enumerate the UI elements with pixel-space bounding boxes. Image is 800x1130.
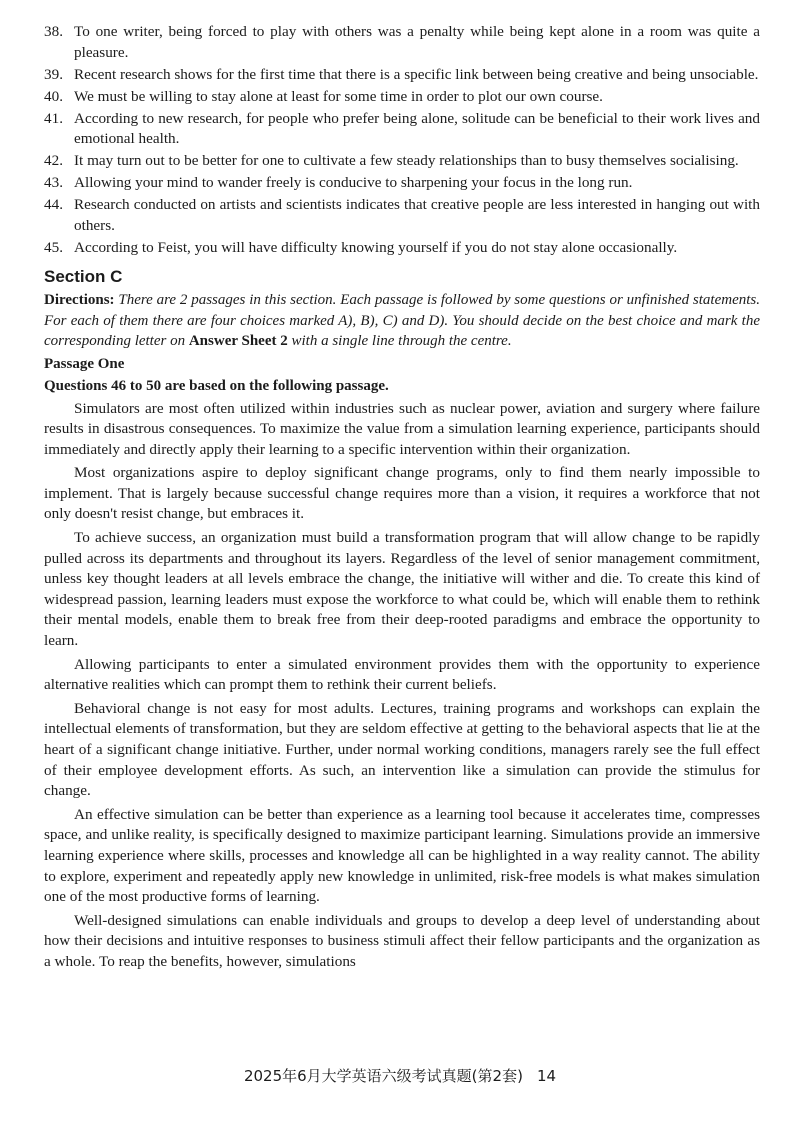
question-item [44, 65, 760, 86]
question-text: It may turn out to be better for one to cultivate a few steady relationships than to busy themselves socialising. [74, 152, 739, 169]
question-item [44, 22, 760, 63]
question-text: Recent research shows for the first time that there is a specific link between being creative and being unsociable. [74, 65, 759, 83]
passage-title: Passage One [44, 355, 125, 372]
question-text: To one writer, being forced to play with others was a penalty while being kept alone in a room was quite a pleasure. [74, 23, 760, 61]
passage-paragraph: Well-designed simulations can enable individuals and groups to develop a deep level of understanding about how their decisions and intuitive responses to business stimuli affect their fellow participants and the organization as a whole. To reap the benefits, however, simulations [44, 911, 760, 970]
question-text: According to new research, for people who prefer being alone, solitude can be beneficial to their work lives and emotional health. [74, 109, 760, 147]
question-list [44, 22, 760, 258]
question-text: Allowing your mind to wander freely is conducive to sharpening your focus in the long run. [74, 174, 633, 191]
directions-label: Directions: [44, 292, 115, 308]
question-number: 39. [44, 65, 63, 83]
page-footer [0, 1065, 800, 1086]
page-number: 14 [536, 1067, 557, 1085]
question-text: Research conducted on artists and scientists indicates that creative people are less interested in hanging out with others. [74, 196, 760, 234]
question-item [44, 109, 760, 150]
question-number: 41. [44, 109, 63, 127]
passage-paragraph: Most organizations aspire to deploy significant change programs, only to find them nearly impossible to implement. That is largely because successful change requires more than a vision, it requires a workforce that not only doesn't resist change, but embraces it. [44, 464, 760, 523]
passage-intro: Questions 46 to 50 are based on the following passage. [44, 377, 389, 394]
passage-paragraph: Behavioral change is not easy for most adults. Lectures, training programs and workshops can explain the intellectual elements of transformation, but they are seldom effective at getting to the behavioral aspects that lie at the heart of a significant change initiative. Further, under normal working conditions, managers rarely see the full effect of their employee development efforts. As such, an intervention like a simulation can provide the stimulus for change. [44, 699, 760, 800]
footer-title: 2025年6月大学英语六级考试真题(第2套) [243, 1067, 523, 1085]
question-item [44, 87, 760, 108]
answer-sheet-label: Answer Sheet 2 [188, 333, 288, 349]
passage-paragraph: Simulators are most often utilized within industries such as nuclear power, aviation and surgery where failure results in disastrous consequences. To maximize the value from a simulation learning experience, participants should immediately and directly apply their learning to a specific intervention within their organization. [44, 399, 760, 458]
directions-end: with a single line through the centre. [287, 333, 512, 349]
directions [44, 290, 760, 352]
question-number: 42. [44, 152, 63, 169]
section-title: Section C [44, 267, 123, 286]
directions-text: There are 2 passages in this section. Each passage is followed by some questions or unfinished statements. For each of them there are four choices marked A), B), C) and D). You should decide on the best choice and mark the corresponding letter on [44, 292, 760, 349]
passage-body [44, 399, 760, 973]
question-number: 40. [44, 87, 63, 105]
passage-paragraph: Allowing participants to enter a simulated environment provides them with the opportunity to experience alternative realities which can prompt them to rethink their current beliefs. [44, 655, 760, 694]
question-text: We must be willing to stay alone at least for some time in order to plot our own course. [74, 87, 603, 105]
question-number: 44. [44, 196, 63, 213]
question-item [44, 238, 760, 259]
passage-paragraph: To achieve success, an organization must build a transformation program that will allow change to be rapidly pulled across its departments and throughout its layers. Regardless of the level of senior management commitment, unless key thought leaders at all levels embrace the change, the initiative will wither and die. To create this kind of widespread passion, learning leaders must expose the workforce to what could be, which will enable them to rethink their mental models, enable them to break free from their deep-rooted paradigms and embrace the opportunity to learn. [44, 529, 760, 650]
question-number: 38. [44, 23, 63, 40]
question-number: 43. [44, 174, 63, 191]
question-number: 45. [44, 238, 63, 256]
question-text: According to Feist, you will have difficulty knowing yourself if you do not stay alone occasionally. [74, 238, 678, 256]
passage-paragraph: An effective simulation can be better than experience as a learning tool because it accelerates time, compresses space, and unlike reality, is specifically designed to maximize participant learning. Simulations provide an immersive learning experience where skills, processes and knowledge all can be highlighted in a way reality cannot. The ability to explore, experiment and repeatedly apply new knowledge in unlimited, risk-free models is what makes simulation one of the most productive forms of learning. [44, 805, 760, 906]
question-item [44, 195, 760, 236]
question-item [44, 151, 760, 172]
question-item [44, 173, 760, 194]
